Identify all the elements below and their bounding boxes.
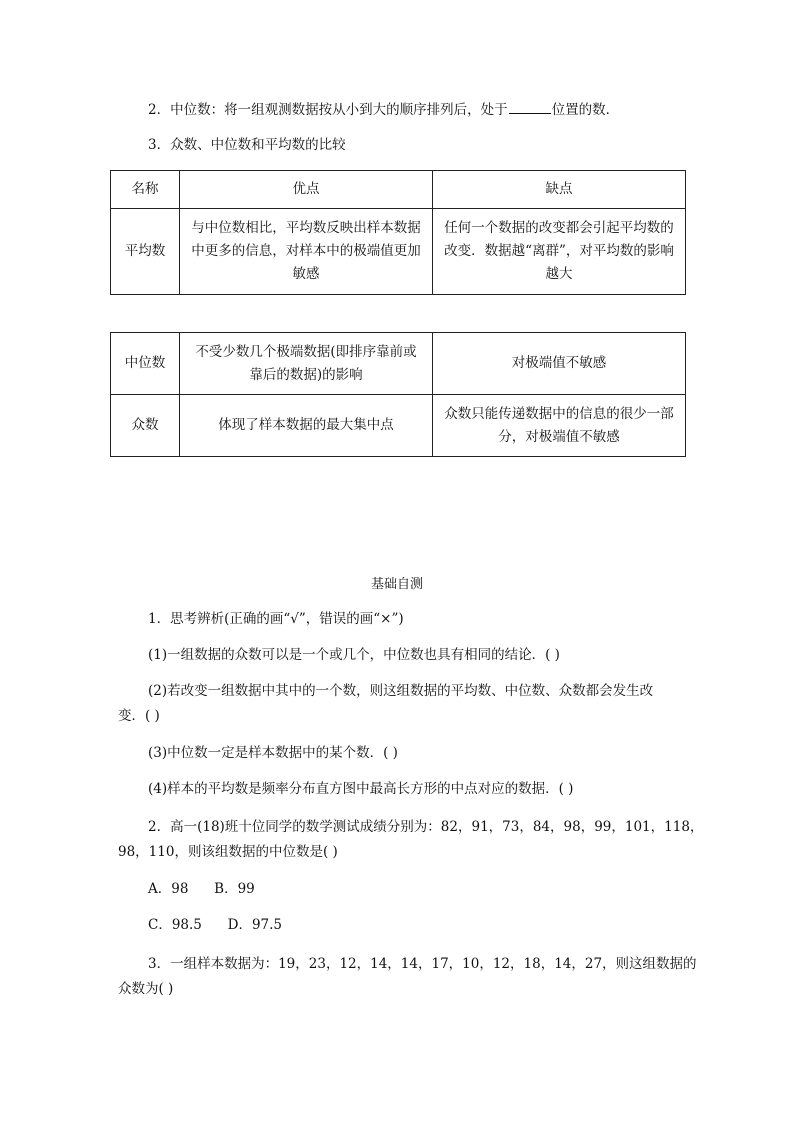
q2-options-row-1: A．98 B．99 [148,881,255,897]
median-cons [433,333,686,395]
row-name-median: 中位数 [111,333,180,395]
row-name-mode: 众数 [111,395,180,457]
median-def-prefix: 2．中位数：将一组观测数据按从小到大的顺序排列后，处于 [148,102,508,118]
q1-stem: 1．思考辨析(正确的画“√”，错误的画“×”) [148,611,404,627]
q3-stem-line-2: 众数为( ) [118,981,174,997]
table-row-median [111,333,686,395]
table-row-mean [111,209,686,295]
mean-cons [433,209,686,295]
median-def-suffix: 位置的数． [551,102,620,118]
comparison-heading: 3．众数、中位数和平均数的比较 [148,137,346,153]
cell-line: 与中位数相比，平均数反映出样本数据 [191,220,421,236]
q1-item-2-cont: 变．( ) [118,708,160,724]
table-header-row [111,171,686,209]
cell-line: 对极端值不敏感 [511,355,607,371]
cell-line: 改变．数据越“离群”，对平均数的影响 [444,243,674,259]
mean-pros [180,209,433,295]
cell-line: 靠后的数据)的影响 [249,366,363,383]
table-row-mode [111,395,686,457]
cell-line: 分，对极端值不敏感 [498,428,620,445]
q1-item-3: (3)中位数一定是样本数据中的某个数．( ) [148,745,398,761]
fill-blank [509,99,551,114]
row-name-mean: 平均数 [111,209,180,295]
comparison-table-2 [110,332,686,457]
header-name: 名称 [111,171,180,209]
q2-stem-line-2: 98，110，则该组数据的中位数是( ) [118,844,338,860]
cell-line: 众数只能传递数据中的信息的很少一部 [444,405,674,422]
mode-cons [433,395,686,457]
cell-line: 体现了样本数据的最大集中点 [218,417,394,433]
q2-stem-line-1: 2．高一(18)班十位同学的数学测试成绩分别为：82，91，73，84，98，99，101，118， [148,819,704,835]
median-definition [148,99,619,120]
q1-item-1: (1)一组数据的众数可以是一个或几个，中位数也具有相同的结论．( ) [148,647,560,663]
header-pros: 优点 [180,171,433,209]
q2-options-row-2: C．98.5 D．97.5 [148,917,283,933]
median-pros [180,333,433,395]
cell-line: 中更多的信息，对样本中的极端值更加 [191,243,421,259]
cell-line: 敏感 [292,266,320,282]
mode-pros [180,395,433,457]
q1-item-4: (4)样本的平均数是频率分布直方图中最高长方形的中点对应的数据．( ) [148,781,574,797]
q3-stem-line-1: 3．一组样本数据为：19，23，12，14，14，17，10，12，18，14，27，则这组数据的 [148,956,697,972]
cell-line: 任何一个数据的改变都会引起平均数的 [444,220,674,236]
cell-line: 不受少数几个极端数据(即排序靠前或 [195,343,417,360]
header-cons: 缺点 [433,171,686,209]
section-title: 基础自测 [370,577,423,592]
comparison-table-1 [110,170,686,295]
cell-line: 越大 [545,266,573,282]
q1-item-2: (2)若改变一组数据中其中的一个数，则这组数据的平均数、中位数、众数都会发生改 [148,683,654,699]
